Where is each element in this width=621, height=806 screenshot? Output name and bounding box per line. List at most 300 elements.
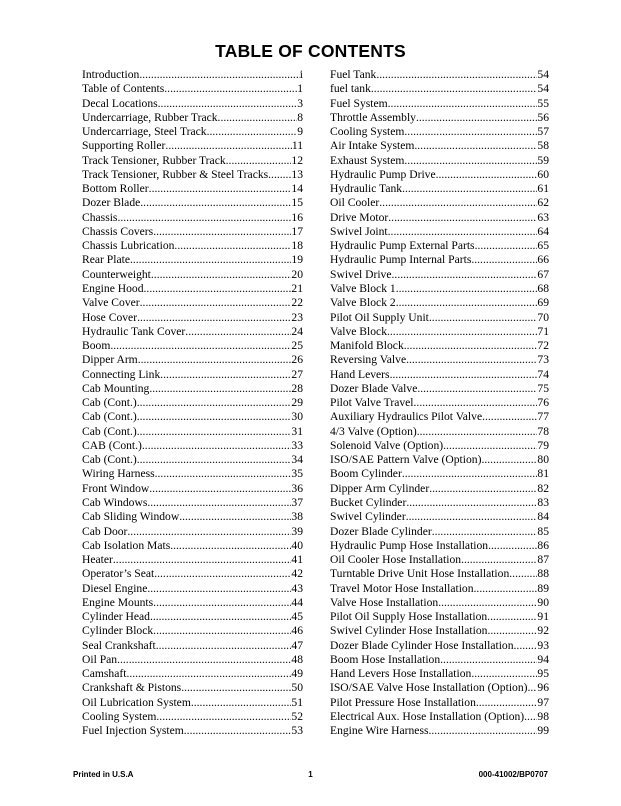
toc-entry-title: Hydraulic Tank [330,182,403,196]
dot-leader [482,410,537,424]
toc-entry-page: 39 [291,524,303,538]
toc-entry-title: Dipper Arm Cylinder [330,481,430,495]
toc-entry-page: 85 [537,524,549,538]
toc-entry[interactable] [330,196,549,210]
toc-entry-page: 78 [537,424,549,438]
toc-entry[interactable] [82,68,303,82]
toc-entry-page: 92 [537,624,549,638]
toc-entry[interactable] [82,496,303,510]
toc-entry[interactable] [330,368,549,382]
toc-entry-page: 36 [291,481,303,495]
toc-entry[interactable] [330,496,549,510]
toc-entry-title: Manifold Block [330,339,404,353]
toc-entry-page: 16 [291,210,303,224]
toc-entry[interactable] [330,553,549,567]
dot-leader [160,368,291,382]
toc-entry-page: 81 [537,467,549,481]
toc-entry-page: 58 [537,139,549,153]
toc-entry[interactable] [82,425,303,439]
dot-leader [137,396,292,410]
dot-leader [147,582,291,596]
toc-entry[interactable] [330,610,549,624]
toc-entry-page: 9 [297,125,303,139]
toc-entry-title: Hydraulic Pump Drive [330,167,436,181]
toc-entry-page: 75 [537,381,549,395]
toc-entry[interactable] [330,653,549,667]
dot-leader [471,667,537,681]
dot-leader [149,382,291,396]
dot-leader [130,253,291,267]
dot-leader [461,553,537,567]
toc-entry-page: 30 [291,410,303,424]
toc-entry-page: 99 [537,724,549,738]
dot-leader [185,325,291,339]
toc-entry-title: Connecting Link [82,367,161,381]
toc-entry[interactable] [330,482,549,496]
dot-leader [476,696,538,710]
toc-entry-title: Chassis Covers [82,224,154,238]
toc-entry-title: Oil Cooler Hose Installation [330,553,462,567]
toc-entry[interactable] [82,396,303,410]
toc-entry-title: ISO/SAE Valve Hose Installation (Option) [330,681,528,695]
toc-entry-page: 47 [291,638,303,652]
toc-entry-title: Swivel Joint [330,224,388,238]
toc-entry-page: 52 [291,709,303,723]
dot-leader [488,539,537,553]
dot-leader [429,311,538,325]
toc-entry-page: 53 [291,724,303,738]
toc-entry[interactable] [330,567,549,581]
toc-entry-title: Boom [82,339,111,353]
toc-entry[interactable] [82,311,303,325]
toc-entry[interactable] [82,139,303,153]
toc-entry-title: Dozer Blade [82,196,141,210]
dot-leader [150,610,291,624]
toc-entry-title: 4/3 Valve (Option) [330,424,417,438]
toc-entry-page: 70 [537,310,549,324]
toc-entry[interactable] [82,696,303,710]
toc-entry[interactable] [82,610,303,624]
toc-entry-title: Boom Hose Installation [330,652,441,666]
toc-entry-title: Decal Locations [82,96,158,110]
toc-entry-title: Cab Isolation Mats [82,538,171,552]
toc-entry[interactable] [82,653,303,667]
toc-entry-title: Undercarriage, Steel Track [82,125,207,139]
toc-entry-page: 26 [291,353,303,367]
dot-leader [390,368,538,382]
toc-left-column [82,68,303,738]
toc-entry[interactable] [330,111,549,125]
toc-entry-title: Cab Door [82,524,128,538]
toc-entry[interactable] [330,710,549,724]
toc-entry[interactable] [82,125,303,139]
toc-entry-title: Bucket Cylinder [330,495,407,509]
toc-entry-title: ISO/SAE Pattern Valve (Option) [330,453,482,467]
toc-entry[interactable] [82,539,303,553]
dot-leader [528,681,538,695]
toc-entry-title: Seal Crankshaft [82,638,156,652]
toc-entry[interactable] [330,168,549,182]
toc-entry[interactable] [82,353,303,367]
toc-entry[interactable] [330,539,549,553]
dot-leader [404,154,537,168]
dot-leader [151,268,292,282]
toc-entry[interactable] [82,111,303,125]
toc-entry-title: Hydraulic Pump Internal Parts [330,253,472,267]
toc-entry-title: Hydraulic Pump Hose Installation [330,538,489,552]
dot-leader [443,439,537,453]
toc-entry-title: Bottom Roller [82,182,149,196]
toc-entry-page: 15 [291,196,303,210]
toc-entry-title: Reversing Valve [330,353,407,367]
toc-entry-page: 97 [537,695,549,709]
toc-entry-title: Boom Cylinder [330,467,402,481]
toc-entry-page: 1 [297,82,303,96]
dot-leader [156,639,292,653]
toc-entry-page: 86 [537,538,549,552]
toc-entry-page: 50 [291,681,303,695]
toc-entry-title: Pilot Pressure Hose Installation [330,695,476,709]
dot-leader [388,211,537,225]
dot-leader [402,467,538,481]
toc-entry[interactable] [82,525,303,539]
toc-entry[interactable] [82,182,303,196]
toc-entry[interactable] [82,282,303,296]
footer-doc-number: 000-41002/BP0707 [478,770,548,779]
dot-leader [156,710,291,724]
dot-leader [428,724,537,738]
toc-entry-page: 76 [537,396,549,410]
dot-leader [144,282,292,296]
toc-entry-page: 56 [537,110,549,124]
toc-entry[interactable] [82,681,303,695]
dot-leader [371,82,538,96]
toc-entry-page: 63 [537,210,549,224]
toc-entry-title: Front Window [82,481,150,495]
dot-leader [474,582,538,596]
dot-leader [414,139,537,153]
toc-entry-page: 90 [537,595,549,609]
toc-entry[interactable] [330,253,549,267]
toc-entry-title: Dozer Blade Cylinder [330,524,432,538]
toc-entry[interactable] [82,196,303,210]
toc-entry-page: 82 [537,481,549,495]
toc-entry[interactable] [82,368,303,382]
toc-entry-page: 37 [291,495,303,509]
toc-entry[interactable] [330,582,549,596]
dot-leader [416,111,537,125]
toc-entry-title: Cab Sliding Window [82,510,180,524]
toc-entry[interactable] [330,467,549,481]
toc-entry-title: Valve Block 2 [330,296,396,310]
toc-entry-title: Chassis Lubrication [82,239,175,253]
toc-entry[interactable] [330,154,549,168]
toc-entry-page: 40 [291,538,303,552]
toc-entry-title: Cab (Cont.) [82,396,137,410]
toc-entry-title: Travel Motor Hose Installation [330,581,474,595]
toc-entry-title: Pilot Valve Travel [330,396,414,410]
toc-entry-page: 55 [537,96,549,110]
toc-entry-title: Oil Cooler [330,196,380,210]
toc-entry[interactable] [82,482,303,496]
toc-entry[interactable] [330,353,549,367]
toc-entry-page: 20 [291,267,303,281]
dot-leader [514,639,538,653]
toc-entry-page: 11 [291,139,303,153]
toc-entry[interactable] [82,453,303,467]
dot-leader [417,382,537,396]
toc-entry[interactable] [330,225,549,239]
toc-entry[interactable] [330,439,549,453]
toc-entry-title: Hand Levers [330,367,390,381]
toc-entry[interactable] [82,82,303,96]
dot-leader [154,567,291,581]
toc-entry-page: 67 [537,267,549,281]
dot-leader [153,596,291,610]
toc-entry-title: Fuel Tank [330,68,377,81]
toc-entry[interactable] [82,596,303,610]
toc-entry-title: Hand Levers Hose Installation [330,667,472,681]
dot-leader [481,453,537,467]
toc-entry[interactable] [82,667,303,681]
toc-entry-title: Throttle Assembly [330,110,416,124]
toc-entry[interactable] [330,525,549,539]
toc-entry-page: 24 [291,324,303,338]
toc-entry[interactable] [330,624,549,638]
toc-entry[interactable] [330,425,549,439]
dot-leader [140,196,291,210]
dot-leader [404,125,537,139]
toc-entry[interactable] [330,667,549,681]
toc-entry[interactable] [330,596,549,610]
dot-leader [147,496,291,510]
toc-entry[interactable] [82,624,303,638]
toc-entry-page: 88 [537,567,549,581]
toc-entry[interactable] [82,154,303,168]
toc-entry-page: 71 [537,324,549,338]
toc-entry[interactable] [82,724,303,738]
dot-leader [137,410,292,424]
toc-entry[interactable] [82,97,303,111]
dot-leader [388,97,538,111]
dot-leader [153,225,291,239]
toc-entry[interactable] [82,439,303,453]
toc-entry-page: 17 [291,224,303,238]
toc-entry-page: 79 [537,438,549,452]
toc-entry-page: 43 [291,581,303,595]
toc-entry-page: 96 [537,681,549,695]
toc-entry-page: 12 [291,153,303,167]
toc-entry[interactable] [82,268,303,282]
toc-entry[interactable] [330,296,549,310]
toc-entry-page: 94 [537,652,549,666]
toc-entry-title: Cab (Cont.) [82,424,137,438]
toc-entry-page: 93 [537,638,549,652]
toc-entry-page: 54 [537,82,549,96]
toc-entry[interactable] [82,211,303,225]
toc-entry[interactable] [82,253,303,267]
toc-entry-title: Counterweight [82,267,151,281]
toc-entry-title: Crankshaft & Pistons [82,681,182,695]
toc-entry-title: Undercarriage, Rubber Track [82,110,218,124]
toc-entry[interactable] [330,82,549,96]
toc-entry-page: 77 [537,410,549,424]
toc-entry[interactable] [82,225,303,239]
toc-entry-title: Dozer Blade Valve [330,381,418,395]
toc-entry-page: 18 [291,239,303,253]
toc-entry-title: Hydraulic Tank Cover [82,324,186,338]
toc-entry-page: 64 [537,224,549,238]
toc-entry-title: Cab Mounting [82,381,150,395]
toc-entry[interactable] [330,68,549,82]
dot-leader [406,510,538,524]
toc-entry-page: 72 [537,339,549,353]
dot-leader [149,482,291,496]
toc-entry-title: Oil Pan [82,652,118,666]
dot-leader [406,353,537,367]
toc-entry-page: 83 [537,495,549,509]
dot-leader [137,425,292,439]
toc-entry[interactable] [82,582,303,596]
toc-entry-page: 23 [291,310,303,324]
dot-leader [110,339,291,353]
toc-entry[interactable] [82,467,303,481]
dot-leader [396,296,538,310]
toc-entry-title: Fuel Injection System [82,724,184,738]
toc-entry[interactable] [82,553,303,567]
toc-entry[interactable] [330,453,549,467]
toc-entry-title: fuel tank [330,82,371,96]
toc-entry[interactable] [330,282,549,296]
toc-entry-page: 25 [291,339,303,353]
dot-leader [379,196,537,210]
toc-entry[interactable] [82,382,303,396]
toc-entry-page: 62 [537,196,549,210]
toc-entry[interactable] [82,510,303,524]
toc-entry[interactable] [330,681,549,695]
toc-entry-title: Oil Lubrication System [82,695,191,709]
toc-entry-title: Cab (Cont.) [82,410,137,424]
toc-entry-title: Auxiliary Hydraulics Pilot Valve [330,410,483,424]
toc-entry[interactable] [82,567,303,581]
toc-entry[interactable] [330,724,549,738]
dot-leader [414,396,538,410]
dot-leader [113,553,292,567]
toc-entry[interactable] [330,311,549,325]
toc-entry[interactable] [330,410,549,424]
toc-entry-page: 44 [291,595,303,609]
dot-leader [207,125,298,139]
toc-entry-page: 65 [537,239,549,253]
toc-entry-title: Track Tensioner, Rubber Track [82,153,226,167]
toc-entry-page: 31 [291,424,303,438]
dot-leader [487,624,537,638]
toc-entry[interactable] [330,639,549,653]
toc-entry-title: Hose Cover [82,310,138,324]
dot-leader [153,624,291,638]
dot-leader [429,482,537,496]
toc-entry-title: Swivel Drive [330,267,392,281]
toc-entry[interactable] [330,268,549,282]
dot-leader [139,68,299,82]
toc-entry-page: 35 [291,467,303,481]
toc-entry[interactable] [330,139,549,153]
toc-entry-title: Air Intake System [330,139,415,153]
toc-entry[interactable] [330,339,549,353]
dot-leader [117,211,291,225]
toc-entry[interactable] [330,382,549,396]
toc-entry-title: Turntable Drive Unit Hose Installation [330,567,510,581]
toc-entry-title: Valve Hose Installation [330,595,439,609]
dot-leader [218,111,298,125]
toc-entry-title: Rear Plate [82,253,130,267]
toc-entry-page: 19 [291,253,303,267]
toc-entry[interactable] [82,639,303,653]
toc-entry[interactable] [330,696,549,710]
dot-leader [376,68,537,82]
toc-entry-page: 66 [537,253,549,267]
toc-entry-page: 69 [537,296,549,310]
toc-entry-title: Electrical Aux. Hose Installation (Option) [330,709,525,723]
toc-entry[interactable] [330,396,549,410]
dot-leader [406,496,537,510]
toc-entry[interactable] [82,339,303,353]
toc-entry-title: Engine Mounts [82,595,154,609]
dot-leader [158,97,298,111]
toc-entry[interactable] [330,182,549,196]
toc-entry-title: CAB (Cont.) [82,438,142,452]
toc-entry[interactable] [82,710,303,724]
toc-entry-title: Fuel System [330,96,388,110]
toc-entry-title: Cab (Cont.) [82,453,137,467]
dot-leader [471,253,537,267]
toc-entry[interactable] [330,97,549,111]
toc-entry-page: 45 [291,610,303,624]
toc-entry[interactable] [82,239,303,253]
dot-leader [388,225,538,239]
toc-entry-title: Cooling System [82,709,157,723]
toc-entry[interactable] [82,296,303,310]
toc-entry-page: 3 [297,96,303,110]
toc-entry[interactable] [330,325,549,339]
toc-entry[interactable] [330,211,549,225]
dot-leader [149,182,292,196]
toc-entry[interactable] [330,510,549,524]
toc-entry-title: Valve Block 1 [330,281,396,295]
dot-leader [165,139,291,153]
toc-entry-page: 98 [537,709,549,723]
footer-page-number: 1 [308,770,313,779]
toc-entry-title: Pilot Oil Supply Unit [330,310,429,324]
toc-entry-title: Track Tensioner, Rubber & Steel Tracks [82,167,269,181]
toc-entry-page: 54 [537,68,549,81]
toc-entry[interactable] [330,125,549,139]
toc-entry-title: Solenoid Valve (Option) [330,438,444,452]
toc-entry[interactable] [82,410,303,424]
toc-entry[interactable] [82,325,303,339]
toc-entry-title: Camshaft [82,667,127,681]
toc-entry[interactable] [82,168,303,182]
toc-entry-page: 28 [291,381,303,395]
toc-entry-title: Cylinder Block [82,624,154,638]
toc-entry-title: Pilot Oil Supply Hose Installation [330,610,488,624]
toc-entry-page: 42 [291,567,303,581]
toc-entry-page: 13 [291,167,303,181]
toc-entry[interactable] [330,239,549,253]
toc-entry-title: Cooling System [330,125,405,139]
toc-entry-page: 59 [537,153,549,167]
dot-leader [184,724,292,738]
